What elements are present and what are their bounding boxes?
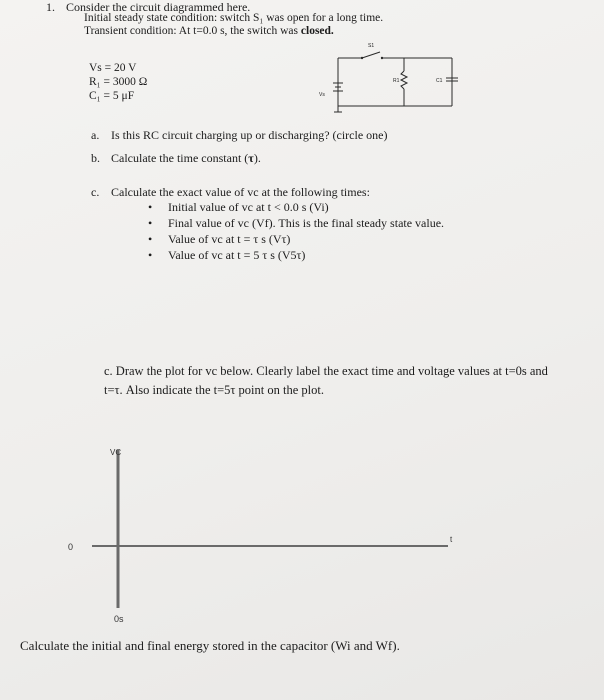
bullet-final-value: Final value of vc (Vf). This is the final steady state value.: [168, 216, 445, 230]
given-r1: R₁ = 3000 Ω: [89, 76, 148, 88]
blank-plot-axes: [70, 440, 470, 630]
initial-condition: Initial steady state condition: switch S₁ was open for a long time.: [84, 12, 384, 24]
part-b-text-main: Calculate the time constant (: [111, 151, 249, 165]
transient-condition-text: Transient condition: At t=0.0 s, the switch was: [84, 25, 301, 37]
given-c1: C₁ = 5 μF: [89, 90, 135, 102]
part-a-text: Is this RC circuit charging up or discharging? (circle one): [111, 128, 388, 142]
question-number: 1.: [46, 0, 55, 14]
resistor-zigzag: [401, 71, 407, 89]
part-c-text: Calculate the exact value of vc at the following times:: [111, 185, 370, 199]
x-axis-label: t: [450, 535, 453, 544]
switch-label: S1: [368, 43, 375, 49]
bullet-value-at-5tau: Value of vc at t = 5 τ s (V5τ): [168, 248, 306, 262]
part-b-label: b.: [91, 151, 100, 165]
part-c-label: c.: [91, 185, 100, 199]
question-title: Consider the circuit diagrammed here.: [66, 0, 251, 14]
capacitor-label: C1: [436, 78, 443, 84]
given-vs: Vs = 20 V: [89, 62, 137, 74]
switch-contact-left: [361, 57, 363, 59]
part-a-label: a.: [91, 128, 100, 142]
zero-time-label: 0s: [114, 614, 124, 624]
source-label: Vs: [319, 92, 325, 98]
bullet-value-at-tau: Value of vc at t = τ s (Vτ): [168, 232, 291, 246]
switch-contact-right: [381, 57, 383, 59]
bullet-dot: •: [148, 232, 153, 246]
transient-condition: [84, 25, 334, 37]
switch-blade: [362, 52, 380, 58]
part-b-text-end: ).: [253, 151, 261, 165]
transient-condition-bold: closed.: [300, 25, 334, 37]
bullet-dot: •: [148, 248, 153, 262]
circuit-diagram: [300, 38, 470, 118]
part-b-text: [111, 151, 261, 166]
resistor-label: R1: [393, 78, 400, 84]
plot-instruction-line-1: c. Draw the plot for vc below. Clearly label the exact time and voltage values at t=0s and: [104, 364, 548, 378]
final-energy-question: Calculate the initial and final energy stored in the capacitor (Wi and Wf).: [20, 638, 400, 653]
plot-instruction-line-2: t=τ. Also indicate the t=5τ point on the plot.: [104, 383, 324, 397]
tau-symbol: τ: [248, 151, 254, 165]
bullet-dot: •: [148, 200, 153, 214]
origin-label: 0: [68, 542, 74, 552]
y-axis-label: VC: [110, 448, 122, 457]
bullet-initial-value: Initial value of vc at t < 0.0 s (Vi): [168, 200, 329, 214]
bullet-dot: •: [148, 216, 153, 230]
